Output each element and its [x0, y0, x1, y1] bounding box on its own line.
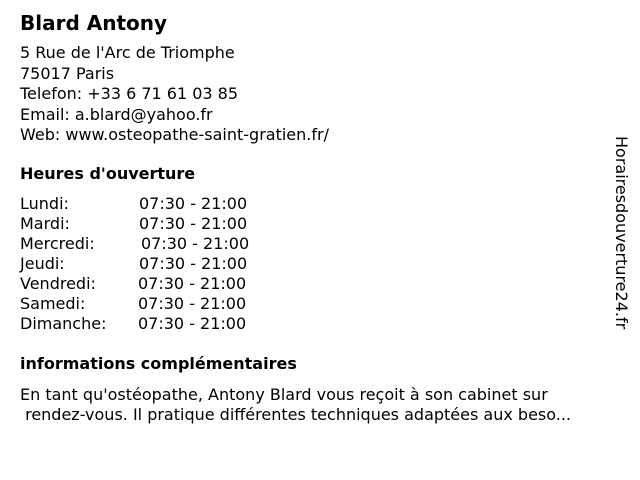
day-time: 07:30 - 21:00: [139, 254, 248, 273]
day-label: Jeudi:: [20, 254, 65, 273]
email-line[interactable]: Email: a.blard@yahoo.fr: [20, 104, 213, 124]
site-watermark: Horairesdouverture24.fr: [612, 136, 631, 330]
day-time: 07:30 - 21:00: [138, 294, 247, 313]
day-time: 07:30 - 21:00: [138, 274, 247, 293]
day-label: Mercredi:: [20, 234, 95, 253]
info-title: informations complémentaires: [20, 354, 297, 373]
day-label: Vendredi:: [20, 274, 96, 293]
day-time: 07:30 - 21:00: [139, 214, 248, 233]
day-label: Mardi:: [20, 214, 70, 233]
hours-row-samedi: [20, 294, 249, 314]
day-time: 07:30 - 21:00: [139, 194, 248, 213]
business-name: Blard Antony: [20, 11, 168, 35]
hours-row-lundi: [20, 194, 249, 214]
day-label: Lundi:: [20, 194, 69, 213]
contact-block: [20, 43, 329, 146]
day-time: 07:30 - 21:00: [141, 234, 250, 253]
hours-row-jeudi: [20, 254, 249, 274]
hours-row-mardi: [20, 214, 249, 234]
info-line: En tant qu'ostéopathe, Antony Blard vous reçoit à son cabinet sur: [20, 385, 548, 404]
phone-line[interactable]: Telefon: +33 6 71 61 03 85: [20, 84, 239, 103]
hours-row-vendredi: [20, 274, 249, 294]
web-line[interactable]: Web: www.osteopathe-saint-gratien.fr/: [20, 125, 329, 144]
hours-table: [20, 194, 249, 334]
day-time: 07:30 - 21:00: [138, 314, 247, 333]
info-description: [20, 385, 625, 425]
hours-title: Heures d'ouverture: [20, 164, 196, 183]
hours-row-dimanche: [20, 314, 249, 334]
day-label: Dimanche:: [20, 314, 107, 333]
address-street: 5 Rue de l'Arc de Triomphe: [20, 43, 235, 62]
day-label: Samedi:: [20, 294, 86, 313]
info-line: rendez-vous. Il pratique différentes techniques adaptées aux beso...: [20, 405, 572, 424]
hours-row-mercredi: [20, 234, 249, 254]
address-city: 75017 Paris: [20, 63, 115, 83]
